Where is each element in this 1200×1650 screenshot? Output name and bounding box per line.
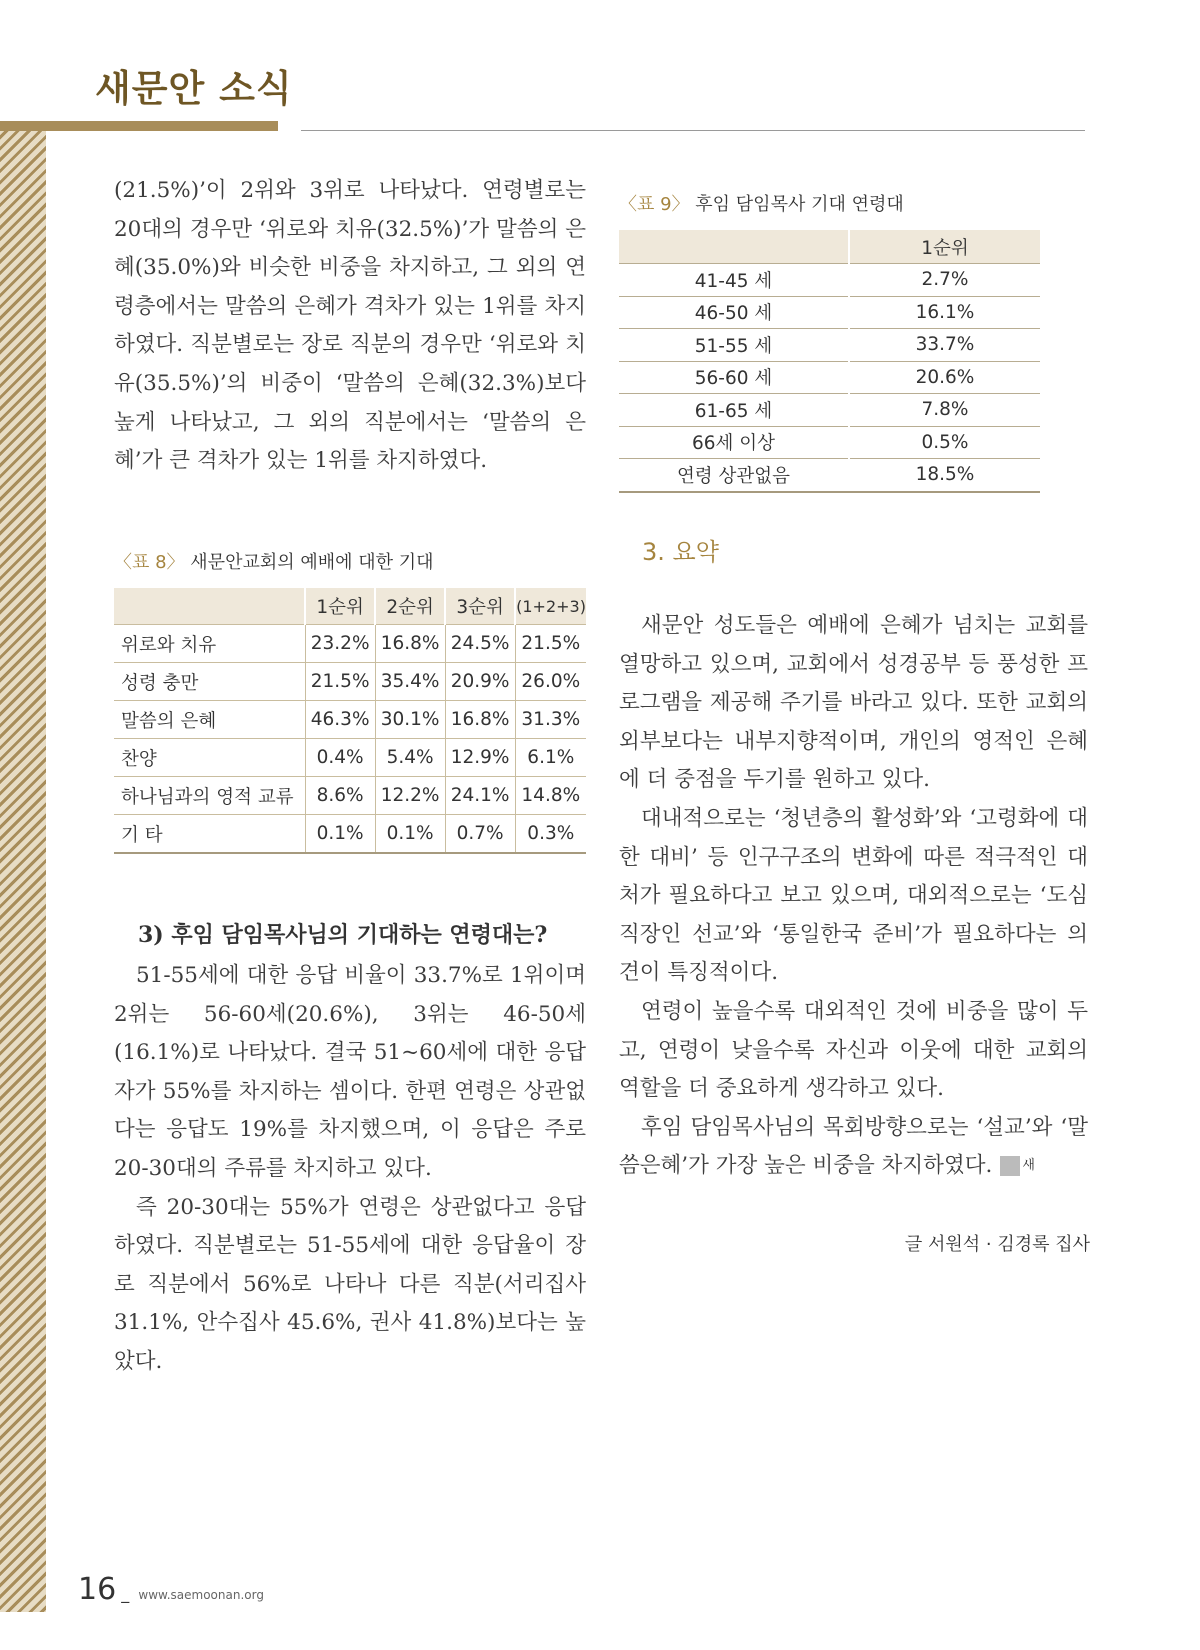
table-cell: 24.5%: [445, 625, 515, 663]
row-label: 기 타: [114, 815, 305, 854]
row-label: 연령 상관없음: [619, 459, 849, 492]
table-header-cell: [619, 230, 849, 264]
table-cell: 21.5%: [305, 663, 375, 701]
table-header-cell: (1+2+3): [515, 588, 586, 625]
table-cell: 16.8%: [445, 701, 515, 739]
table-row: [114, 815, 586, 854]
body-paragraph-last: [619, 1109, 1088, 1186]
table-cell: 20.6%: [849, 361, 1040, 394]
table-cell: 6.1%: [515, 739, 586, 777]
table-header-cell: [114, 588, 305, 625]
decorative-stripe: [0, 124, 46, 1612]
table-row: [114, 777, 586, 815]
row-label: 위로와 치유: [114, 625, 305, 663]
table-cell: 20.9%: [445, 663, 515, 701]
right-column: [619, 607, 1088, 1186]
table-header-row: [114, 588, 586, 625]
body-paragraph-text: 후임 담임목사님의 목회방향으로는 ‘설교’와 ‘말씀은혜’가 가장 높은 비중을 차지하였다.: [619, 1114, 1088, 1179]
left-column-bottom: [114, 957, 586, 1382]
table-row: [114, 663, 586, 701]
byline: 글 서원석 · 김경록 집사: [904, 1234, 1090, 1255]
table9-caption-tag: 〈표 9〉: [619, 194, 690, 215]
table-cell: 0.1%: [375, 815, 445, 854]
table-row: [114, 739, 586, 777]
footer-url: www.saemoonan.org: [138, 1588, 264, 1602]
table-row: [619, 329, 1040, 362]
row-label: 61-65 세: [619, 394, 849, 427]
table-cell: 24.1%: [445, 777, 515, 815]
body-paragraph: 51-55세에 대한 응답 비율이 33.7%로 1위이며 2위는 56-60세(20.6%), 3위는 46-50세(16.1%)로 나타났다. 결국 51~60세에 대한 응답자가 55%를 차지하는 셈이다. 한편 연령은 상관없다는 응답도 19%를 차지했으며, 이 응답은 주로 20-30대의 주류를 차지하고 있다.: [114, 963, 586, 1181]
table-cell: 46.3%: [305, 701, 375, 739]
body-paragraph: 대내적으로는 ‘청년층의 활성화’와 ‘고령화에 대한 대비’ 등 인구구조의 변화에 따른 적극적인 대처가 필요하다고 보고 있으며, 대외적으로는 ‘도심 직장인 선교’와 ‘통일한국 준비’가 필요하다는 의견이 특징적이다.: [619, 805, 1088, 986]
table-cell: 2.7%: [849, 264, 1040, 297]
table-cell: 12.2%: [375, 777, 445, 815]
body-paragraph: 연령이 높을수록 대외적인 것에 비중을 많이 두고, 연령이 낮을수록 자신과 이웃에 대한 교회의 역할을 더 중요하게 생각하고 있다.: [619, 998, 1088, 1102]
table-cell: 35.4%: [375, 663, 445, 701]
row-label: 46-50 세: [619, 296, 849, 329]
table-cell: 0.4%: [305, 739, 375, 777]
subheading: 3) 후임 담임목사님의 기대하는 연령대는?: [138, 922, 548, 948]
table-cell: 12.9%: [445, 739, 515, 777]
summary-heading: 3. 요약: [642, 538, 719, 566]
table-cell: 0.3%: [515, 815, 586, 854]
left-column-top: [114, 172, 586, 481]
table8-caption-text: 새문안교회의 예배에 대한 기대: [190, 552, 434, 573]
table-cell: 26.0%: [515, 663, 586, 701]
table-row: [619, 459, 1040, 492]
table8-caption-tag: 〈표 8〉: [114, 552, 185, 573]
table-row: [619, 426, 1040, 459]
page-number: 16: [78, 1572, 117, 1607]
table-row: [114, 625, 586, 663]
row-label: 51-55 세: [619, 329, 849, 362]
row-label: 찬양: [114, 739, 305, 777]
row-label: 56-60 세: [619, 361, 849, 394]
table-cell: 7.8%: [849, 394, 1040, 427]
header-gold-bar: [0, 121, 278, 131]
row-label: 하나님과의 영적 교류: [114, 777, 305, 815]
table-header-cell: 1순위: [305, 588, 375, 625]
table-header-cell: 1순위: [849, 230, 1040, 264]
row-label: 41-45 세: [619, 264, 849, 297]
table-cell: 0.5%: [849, 426, 1040, 459]
table-cell: 5.4%: [375, 739, 445, 777]
body-paragraph: 새문안 성도들은 예배에 은혜가 넘치는 교회를 열망하고 있으며, 교회에서 성경공부 등 풍성한 프로그램을 제공해 주기를 바라고 있다. 또한 교회의 외부보다는 내부지향적이며, 개인의 영적인 은혜에 더 중점을 두기를 원하고 있다.: [619, 613, 1088, 793]
table-cell: 18.5%: [849, 459, 1040, 492]
table-row: [619, 394, 1040, 427]
table-cell: 21.5%: [515, 625, 586, 663]
table9-caption-text: 후임 담임목사 기대 연령대: [695, 194, 904, 215]
table-cell: 16.1%: [849, 296, 1040, 329]
row-label: 성령 충만: [114, 663, 305, 701]
table9-caption: [619, 190, 904, 216]
table-cell: 33.7%: [849, 329, 1040, 362]
table-cell: 23.2%: [305, 625, 375, 663]
footer: [78, 1572, 264, 1607]
table-header-row: [619, 230, 1040, 264]
table-row: [114, 701, 586, 739]
table-cell: 8.6%: [305, 777, 375, 815]
row-label: 말씀의 은혜: [114, 701, 305, 739]
table-cell: 16.8%: [375, 625, 445, 663]
end-mark-icon: 새: [1000, 1156, 1020, 1176]
header-rule: [301, 130, 1085, 131]
row-label: 66세 이상: [619, 426, 849, 459]
table-cell: 0.1%: [305, 815, 375, 854]
section-title: 새문안 소식: [95, 67, 293, 110]
table-header-cell: 3순위: [445, 588, 515, 625]
body-paragraph: 즉 20-30대는 55%가 연령은 상관없다고 응답하였다. 직분별로는 51-55세에 대한 응답율이 장로 직분에서 56%로 나타나 다른 직분(서리집사 31.1%, 안수집사 45.6%, 권사 41.8%)보다는 높았다.: [114, 1194, 586, 1374]
table-cell: 14.8%: [515, 777, 586, 815]
table9: [619, 230, 1040, 493]
table-header-cell: 2순위: [375, 588, 445, 625]
table-row: [619, 361, 1040, 394]
table-row: [619, 296, 1040, 329]
table-cell: 30.1%: [375, 701, 445, 739]
footer-separator: _: [121, 1584, 130, 1603]
table8: [114, 588, 586, 854]
table8-caption: [114, 548, 434, 574]
table-cell: 31.3%: [515, 701, 586, 739]
table-row: [619, 264, 1040, 297]
table-cell: 0.7%: [445, 815, 515, 854]
body-paragraph: (21.5%)’이 2위와 3위로 나타났다. 연령별로는 20대의 경우만 ‘위로와 치유(32.5%)’가 말씀의 은혜(35.0%)와 비슷한 비중을 차지하고, 그 외의 연령층에서는 말씀의 은혜가 격차가 있는 1위를 차지하였다. 직분별로는 장로 직분의 경우만 ‘위로와 치유(35.5%)’의 비중이 ‘말씀의 은혜(32.3%)보다 높게 나타났고, 그 외의 직분에서는 ‘말씀의 은혜’가 큰 격차가 있는 1위를 차지하였다.: [114, 178, 586, 474]
